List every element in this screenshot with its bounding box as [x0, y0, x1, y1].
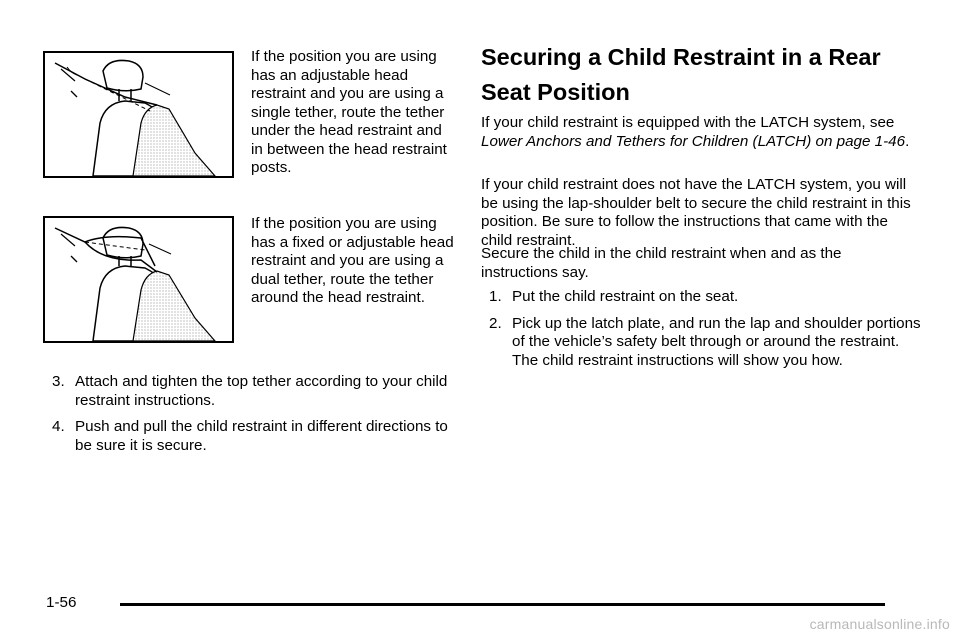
para-text: If your child restraint is equipped with the LATCH system, see	[481, 114, 895, 131]
list-item	[52, 373, 462, 410]
section-heading-line1: Securing a Child Restraint in a Rear	[481, 44, 881, 70]
single-tether-caption: If the position you are using has an adjustable head restraint and you are using a single tether, route the tether under the head restraint and in between the head restraint posts.	[251, 48, 447, 176]
single-tether-illustration	[43, 51, 234, 178]
list-item	[489, 288, 921, 307]
step-text: Attach and tighten the top tether according to your child restraint instructions.	[75, 373, 448, 409]
para-text: .	[905, 132, 910, 150]
step-number: 2.	[489, 314, 502, 332]
dual-tether-illustration	[43, 216, 234, 343]
footer-rule	[120, 603, 885, 606]
left-steps-list	[52, 373, 462, 463]
right-steps-list	[489, 288, 921, 378]
step-text: Push and pull the child restraint in different directions to be sure it is secure.	[75, 418, 448, 454]
page-number: 1-56	[46, 594, 77, 611]
section-heading-line2: Seat Position	[481, 79, 630, 105]
section-heading	[481, 40, 921, 110]
list-item	[489, 315, 921, 371]
step-number: 3.	[52, 373, 65, 390]
dual-tether-caption: If the position you are using has a fixed or adjustable head restraint and you are using a dual tether, route the tether around the head restraint.	[251, 215, 454, 306]
step-text: Put the child restraint on the seat.	[512, 288, 739, 305]
watermark: carmanualsonline.info	[809, 616, 950, 632]
no-latch-paragraph: If your child restraint does not have the LATCH system, you will be using the lap-shoulder belt to secure the child restraint in this position. Be sure to follow the instructions that came with the child restraint.	[481, 176, 911, 249]
latch-reference-paragraph	[481, 114, 921, 151]
secure-child-paragraph: Secure the child in the child restraint when and as the instructions say.	[481, 245, 842, 281]
cross-reference-link[interactable]: Lower Anchors and Tethers for Children (LATCH) on page 1-46	[481, 132, 906, 150]
step-number: 4.	[52, 418, 65, 435]
step-number: 1.	[489, 288, 502, 305]
step-text: Pick up the latch plate, and run the lap and shoulder portions of the vehicle’s safety belt through or around the restraint. The child restraint instructions will show you how.	[512, 314, 921, 369]
list-item	[52, 418, 462, 455]
